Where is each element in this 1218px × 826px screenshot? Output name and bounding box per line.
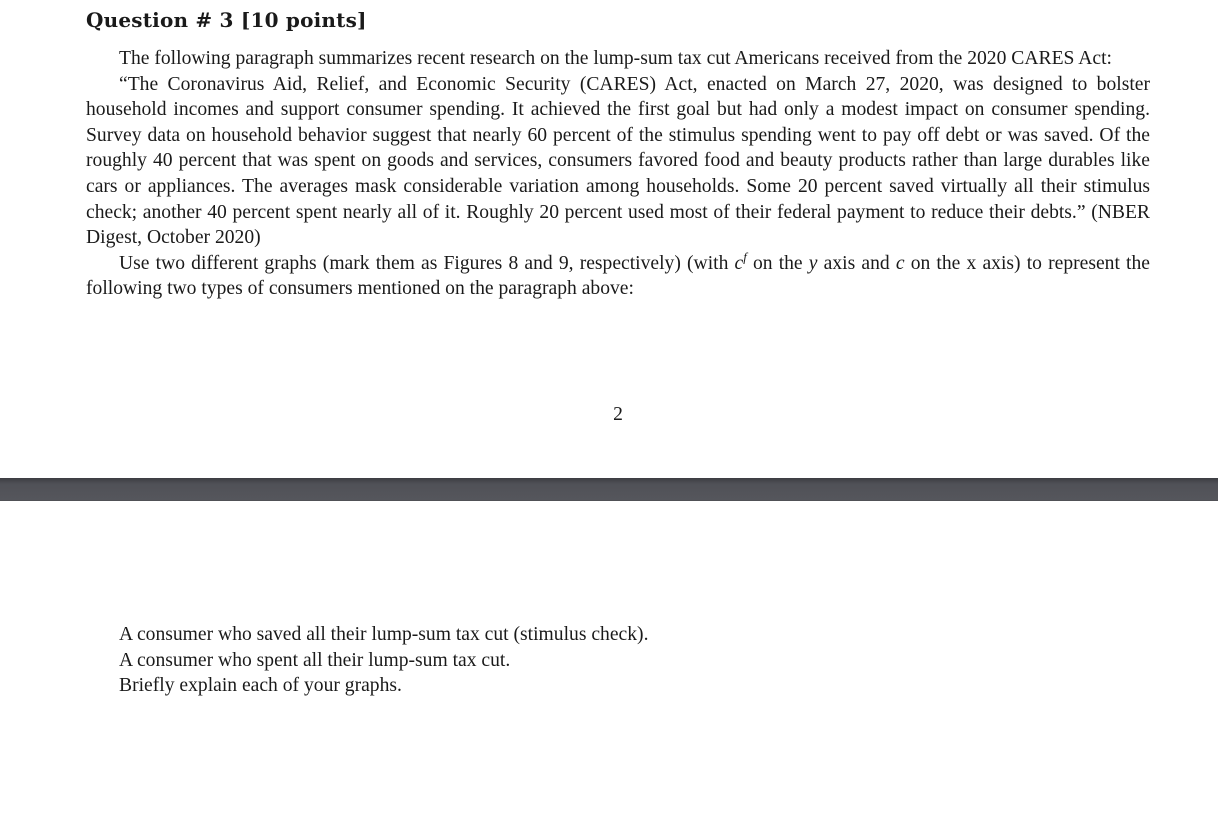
page-separator <box>0 478 1218 501</box>
c-variable: c <box>895 252 905 274</box>
cf-superscript: f <box>743 250 747 265</box>
question-title: Question # 3 [10 points] <box>86 8 367 32</box>
consumer-type-list <box>119 622 648 699</box>
instruction-text-3: axis and <box>823 252 890 274</box>
quote-paragraph: “The Coronavirus Aid, Relief, and Economic Security (CARES) Act, enacted on March 27, 2020, was designed to bolster household incomes and support consumer spending. It achieved the first goal but had only a modest impact on consumer spending. Survey data on household behavior suggest that nearly 60 percent of the stimulus spending went to pay off debt or was saved. Of the roughly 40 percent that was spent on goods and services, consumers favored food and beauty products rather than large durables like cars or appliances. The averages mask considerable variation among households. Some 20 percent saved virtually all their stimulus check; another 40 percent spent nearly all of it. Roughly 20 percent used most of their federal payment to reduce their debts.” (NBER Digest, October 2020) <box>86 73 1150 249</box>
page-number: 2 <box>613 404 623 425</box>
intro-paragraph: The following paragraph summarizes recent research on the lump-sum tax cut Americans received from the 2020 CARES Act: <box>119 48 1112 69</box>
list-item: A consumer who saved all their lump-sum tax cut (stimulus check). <box>119 624 649 645</box>
list-item: Briefly explain each of your graphs. <box>119 675 402 697</box>
list-item: A consumer who spent all their lump-sum tax cut. <box>119 649 511 671</box>
question-body <box>86 46 1150 302</box>
instruction-paragraph <box>86 251 1150 302</box>
cf-variable <box>734 250 747 274</box>
y-variable: y <box>808 252 818 274</box>
instruction-text-2: on the <box>752 252 803 274</box>
cf-base: c <box>734 252 744 274</box>
instruction-text-1: Use two different graphs (mark them as Figures 8 and 9, respectively) (with <box>119 252 729 274</box>
instruction-text-4: on the x axis) to represent the following two types of consumers mentioned on the paragraph above: <box>86 252 1150 300</box>
